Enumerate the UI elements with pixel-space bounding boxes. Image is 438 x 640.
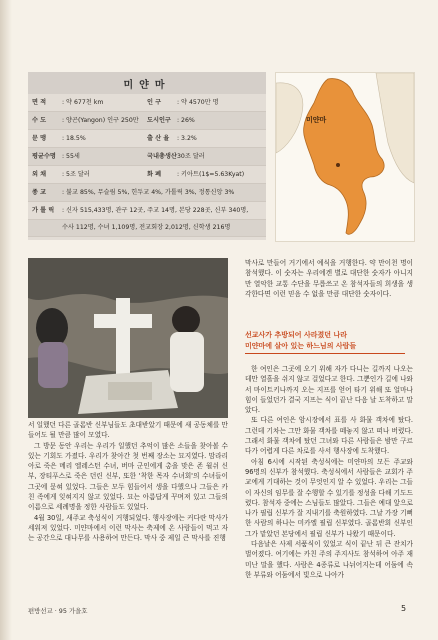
page-number: 5 — [401, 604, 407, 613]
fact-value: : 불교 85%, 무슬림 5%, 힌두교 4%, 가톨릭 3%, 정통신앙 3% — [62, 188, 235, 196]
map-label: 미얀마 — [306, 116, 327, 124]
right-paragraph-2: 한 여인은 그곳에 오기 위해 자가 다니는 길까지 나오는 데만 열흘을 쉬지 않고 걸었다고 한다. 그뿐인가 길에 나와서 마이트키나까지 오는 지프를 얻어 타기 위해 또 얼마나 힘이 들었던가 결국 지프는 식이 끝난 다음 날 도착하고 말았다. — [245, 365, 413, 415]
map-graphic — [276, 73, 414, 241]
fact-cell — [147, 99, 262, 107]
fact-cell — [32, 224, 262, 232]
fact-value: : 5조 달러 — [62, 170, 90, 178]
right-paragraph-5: 다음날은 사제 서품식이 있었고 식이 끝난 뒤 큰 잔치가 벌어졌다. 여기에는 카친 주의 주지사도 참석하여 아주 재미난 말을 했다. 사람은 4종류로 나뉘어지는데 어둠에 속한 부류와 어둠에서 빛으로 나아가 — [245, 540, 413, 579]
right-text-column-bottom — [245, 364, 413, 580]
capital-marker — [336, 163, 340, 167]
cemetery-photo — [28, 258, 228, 418]
fact-row — [28, 166, 266, 184]
fact-value: : 신자 515,433명, 관구 12곳, 주교 14명, 본당 228곳, 신부 340명, — [62, 206, 249, 214]
fact-label: 종 교 — [32, 188, 47, 196]
fact-row — [28, 112, 266, 130]
myanmar-map — [275, 72, 415, 242]
left-paragraph-1: 서 일했던 다른 골롬반 신부님들도 초대받았기 때문에 새 공동체를 만들어도 될 만큼 많이 모였다. — [28, 421, 229, 440]
cross-post — [116, 298, 130, 378]
fact-table-rows — [28, 94, 266, 237]
fact-label: 평균수명 — [32, 152, 56, 160]
fact-label: 수 도 — [32, 116, 47, 124]
fact-cell — [147, 171, 262, 179]
fact-table-title: 미얀마 — [28, 72, 266, 94]
fact-label: 문 맹 — [32, 134, 47, 142]
person-left-body — [38, 342, 68, 388]
fact-label: 인 구 — [147, 98, 162, 106]
fact-value: : 키아트(1$=5.63Kyat) — [177, 170, 245, 178]
fact-value: : 55세 — [62, 152, 80, 160]
left-text-column — [28, 420, 228, 544]
left-paragraph-2: 그 방문 동안 우리는 우리가 일했던 추억이 많은 소들을 찾아볼 수 있는 기회도 가졌다. 우리가 찾아간 첫 번째 장소는 묘지였다. 맘라리아로 죽은 메리 엘레스턴 수녀, 버마 군인에게 총을 맞은 존 월쉬 신부, 장티푸스로 죽은 던린 신부, 또한 '착한 목자 수녀회'의 수녀들이 그곳에 묻혀 있었다. 그들은 모두 힘들어서 생을 다했으나 그들은 카친 족에게 잊혀지지 않고 있었다. 묘는 아름답게 꾸며져 있고 그들의 이름으로 세례명을 정한 사람들도 있었다. — [28, 441, 228, 512]
page-edge-shadow — [0, 0, 12, 640]
nun-veil — [172, 306, 200, 334]
fact-value: 수사 112명, 수녀 1,109명, 전교회장 2,012명, 신학생 216명 — [62, 224, 231, 231]
fact-cell — [147, 153, 262, 161]
fact-cell — [32, 135, 147, 143]
fact-label: 출 산 율 — [147, 134, 170, 142]
fact-value: : 양곤(Yangon) 인구 250만 — [62, 116, 139, 124]
country-fact-table — [28, 72, 266, 240]
right-paragraph-4: 아침 6시에 시작된 축성식에는 미얀마의 모든 주교와 96명의 신부가 참석했다. 축성식에서 사람들은 교회가 주교에게 기대하는 것이 무엇인지 알 수 있었다. 우리는 그들이 자신의 임무를 잘 수행할 수 있기를 정성을 다해 기도드렸다. 참석자 중에는 스님들도 많았다. 그들은 예대 앞으로 나가 필립 신부가 잘 지내기를 축원하였다. 그날 가장 기뻐한 사람의 하나는 미카엘 필립 신부였다. 골롬반회 신부인 그가 맡았던 본당에서 필립 신부가 나왔기 때문이다. — [245, 457, 413, 538]
fact-label: 가 톨 릭 — [32, 206, 55, 214]
fact-label: 도시인구 — [147, 116, 171, 124]
grave-plaque — [108, 382, 152, 400]
photo-graphic — [28, 258, 228, 418]
page-footer: 편방선교 · 95 가을호 — [28, 607, 88, 615]
fact-value: : 18.5% — [62, 134, 86, 142]
subheading-line-1: 선교사가 추방되어 사라졌던 나라 — [245, 331, 347, 339]
fact-cell — [32, 117, 147, 125]
fact-value: : 약 4570만 명 — [177, 98, 219, 106]
fact-row — [28, 202, 266, 220]
right-paragraph-3: 또 다른 여인은 암시장에서 표를 사 화물 객차에 탔다. 그런데 기차는 그만 화물 객차를 떼놓지 않고 떠나 버렸다. 그래서 화물 객차에 탔던 그녀와 다른 사람들은 밤만 구르다가 어렵게 다른 차로를 사서 행사장에 도착했다. — [245, 416, 413, 456]
fact-cell — [147, 117, 262, 125]
subheading-rule — [245, 353, 405, 354]
fact-label: 외 채 — [32, 170, 47, 178]
fact-label: 화 폐 — [147, 170, 162, 178]
right-text-column-top — [245, 258, 413, 299]
fact-row — [28, 220, 266, 237]
fact-row — [28, 148, 266, 166]
fact-value: : 26% — [177, 116, 195, 124]
fact-value: : 약 677천 km — [62, 98, 104, 106]
left-paragraph-3: 4월 30일, 새주교 축성식이 거행되었다. 행사장에는 커다란 막사가 세워져 있었다. 미얀마에서 이런 막사는 축제에 온 사람들이 먹고 자는 공간으로 대나무를 사용하여 만든다. 막사 중 제일 큰 막사를 진행 — [28, 513, 228, 543]
fact-cell — [147, 135, 262, 143]
right-paragraph-1: 막사로 만들어 거기에서 예식을 거행한다. 약 만이천 명이 참석했다. 이 숫자는 우리에겐 별로 대단한 숫자가 아니지만 열악한 교통 수단을 무릅쓰고 온 참석자들의 희생을 생각한다면 이런 믿음 수 없을 만큼 대단한 숫자이다. — [245, 259, 413, 298]
fact-label — [32, 224, 62, 232]
fact-row — [28, 130, 266, 148]
fact-cell — [32, 99, 147, 107]
cross-bar — [94, 314, 152, 328]
fact-label: 국내총생산 — [147, 152, 177, 160]
fact-cell — [32, 207, 262, 215]
subheading-line-2: 미얀마에 살아 있는 하느님의 사람들 — [245, 341, 357, 350]
fact-cell — [32, 189, 262, 197]
fact-cell — [32, 153, 147, 161]
section-subheading — [245, 330, 413, 354]
fact-value: 30조 달러 — [177, 152, 205, 160]
fact-cell — [32, 171, 147, 179]
fact-label: 면 적 — [32, 98, 47, 106]
fact-row — [28, 94, 266, 112]
fact-value: : 3.2% — [177, 134, 197, 142]
nun-body — [170, 332, 204, 392]
fact-row — [28, 184, 266, 202]
